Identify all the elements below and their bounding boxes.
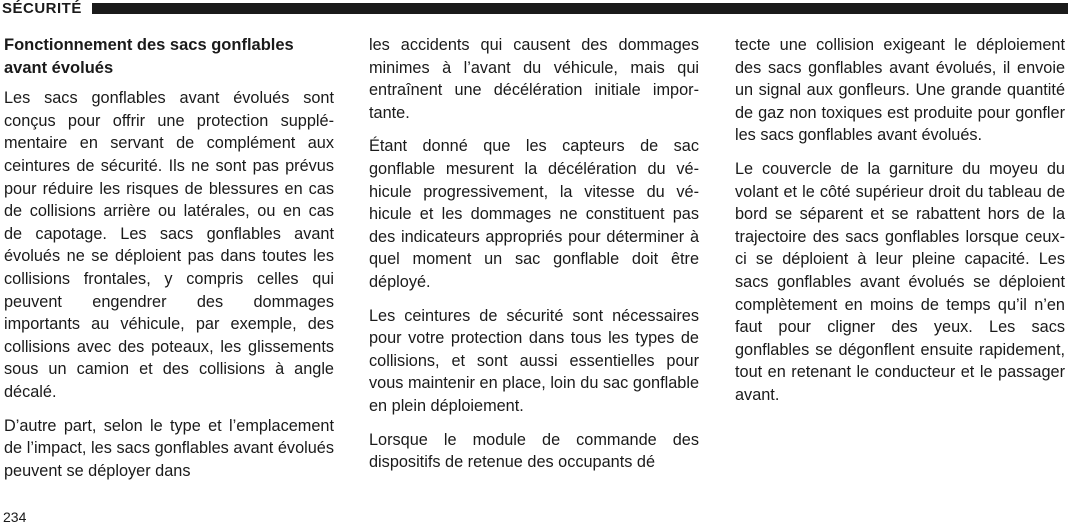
text-column-1 — [4, 34, 334, 493]
paragraph: les accidents qui causent des dommages minimes à l’avant du véhicule, mais qui entraînent une décélération initiale importante. — [369, 36, 699, 122]
page-number: 234 — [3, 509, 27, 525]
paragraph: Les ceintures de sécurité sont nécessaires pour votre protection dans tous les types de collisions, et sont aussi essentielles pour vous maintenir en place, loin du sac gonflable en plein déploiement. — [369, 306, 699, 415]
page-header — [0, 0, 1068, 20]
section-title: SÉCURITÉ — [2, 0, 92, 18]
header-rule — [92, 3, 1068, 14]
paragraph: tecte une collision exigeant le déploiement des sacs gonflables avant évolués, il envoie un signal aux gonfleurs. Une grande quantité de gaz non toxiques est produite pour gonfler les sacs gonflables avant évolués. — [735, 36, 1065, 145]
paragraph: D’autre part, selon le type et l’emplacement de l’impact, les sacs gonflables avant évolués peuvent se déployer dans — [4, 416, 334, 480]
text-column-2 — [369, 34, 699, 485]
paragraph: Le couvercle de la garniture du moyeu du volant et le côté supérieur droit du tableau de bord se séparent et se rabattent hors de la trajectoire des sacs gonflables lorsque ceux-ci se déploient à leur pleine capacité. Les sacs gonflables avant évolués se déploient complètement en moins de temps qu’il n’en faut pour cligner des yeux. Les sacs gonflables se dégonflent ensuite rapidement, tout en retenant le conducteur et le passager avant. — [735, 159, 1065, 404]
paragraph: Étant donné que les capteurs de sac gonflable mesurent la décélération du véhicule progressivement, la vitesse du véhicule et les dommages ne constituent pas des indicateurs appropriés pour déterminer à quel moment un sac gonflable doit être déployé. — [369, 137, 699, 291]
paragraph: Les sacs gonflables avant évolués sont conçus pour offrir une protection supplémentaire en servant de complément aux ceintures de sécurité. Ils ne sont pas prévus pour réduire les risques de blessures en cas de collisions arrière ou latérales, ou en cas de capotage. Les sacs gonflables avant évolués ne se déploient pas dans toutes les collisions frontales, y compris celles qui peuvent engendrer des dommages importants au véhicule, par exemple, des collisions avec des poteaux, les glissements sous un camion et des collisions à angle décalé. — [4, 89, 334, 401]
paragraph: Lorsque le module de commande des dispositifs de retenue des occupants dé — [369, 430, 699, 472]
section-heading: Fonctionnement des sacs gonflables avant évolués — [4, 36, 294, 77]
text-column-3 — [735, 34, 1065, 418]
